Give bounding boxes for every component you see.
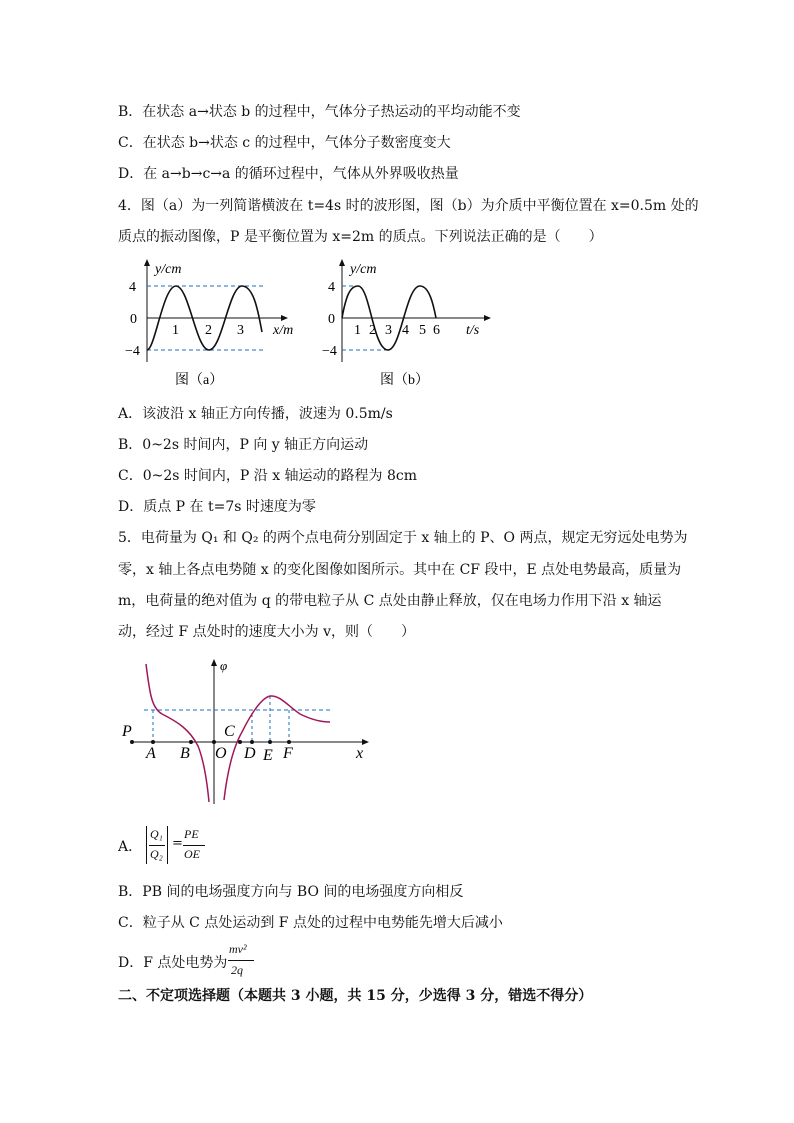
frac-2q: 2q: [231, 963, 243, 977]
point-e-label: E: [263, 747, 273, 764]
q5-option-a: [118, 822, 258, 870]
q5-stem-line3: m，电荷量的绝对值为 q 的带电粒子从 C 点处由静止释放，仅在电场力作用下沿 x 轴运: [118, 593, 662, 609]
q5-stem-line1: 5．电荷量为 Q₁ 和 Q₂ 的两个点电荷分别固定于 x 轴上的 P、O 两点，规定无穷远处电势为: [118, 530, 688, 546]
q3-option-b: B．在状态 a→状态 b 的过程中，气体分子热运动的平均动能不变: [118, 104, 521, 120]
t-tick-2: 2: [369, 323, 376, 338]
frac-line-q: [149, 845, 165, 846]
q5-option-a-prefix: A．: [118, 839, 143, 855]
x-axis-label: x/m: [273, 323, 294, 338]
q3-option-c: C．在状态 b→状态 c 的过程中，气体分子数密度变大: [118, 135, 451, 151]
frac-q1: Q₁: [150, 827, 163, 841]
q5-option-d-prefix: D．F 点处电势为: [118, 955, 228, 971]
caption-b: 图（b）: [380, 373, 429, 388]
point-d-label: D: [244, 745, 256, 762]
y-tick-neg4: −4: [322, 344, 337, 359]
point-e-dot: [268, 740, 272, 744]
q5-stem-line2: 零，x 轴上各点电势随 x 的变化图像如图所示。其中在 CF 段中，E 点处电势最高，质量为: [118, 562, 682, 578]
q4-option-a: A．该波沿 x 轴正方向传播，波速为 0.5m/s: [118, 406, 393, 422]
y-tick-0: 0: [130, 312, 137, 327]
q4-stem-line2: 质点的振动图像，P 是平衡位置为 x=2m 的质点。下列说法正确的是（ ）: [118, 229, 603, 245]
point-a-dot: [151, 740, 155, 744]
section-2-heading: 二、不定项选择题（本题共 3 小题，共 15 分，少选得 3 分，错选不得分）: [118, 988, 593, 1004]
point-d-dot: [250, 740, 254, 744]
frac-oe: OE: [184, 847, 200, 861]
phi-axis-label: φ: [220, 658, 228, 673]
point-b-dot: [189, 740, 193, 744]
t-tick-5: 5: [419, 323, 426, 338]
y-axis-label: y/cm: [350, 262, 377, 277]
point-c-label: C: [224, 723, 235, 740]
q5-option-b: B．PB 间的电场强度方向与 BO 间的电场强度方向相反: [118, 884, 464, 900]
x-tick-3: 3: [237, 323, 244, 338]
point-o-dot: [212, 740, 216, 744]
t-tick-6: 6: [433, 323, 440, 338]
y-tick-4: 4: [129, 280, 136, 295]
t-tick-4: 4: [402, 323, 409, 338]
point-p-dot: [130, 740, 134, 744]
point-f-dot: [287, 740, 291, 744]
caption-a: 图（a）: [175, 373, 224, 388]
x-tick-1: 1: [172, 323, 179, 338]
point-o-label: O: [215, 745, 227, 762]
q5-stem-line4: 动，经过 F 点处时的速度大小为 v，则（ ）: [118, 624, 415, 640]
abs-bar-right: [167, 826, 168, 864]
right-curve: [224, 696, 330, 800]
point-a-label: A: [146, 745, 156, 762]
q4-option-b: B．0~2s 时间内，P 向 y 轴正方向运动: [118, 437, 369, 453]
x-tick-2: 2: [205, 323, 212, 338]
frac-line-d: [228, 960, 254, 961]
q5-option-c: C．粒子从 C 点处运动到 F 点处的过程中电势能先增大后减小: [118, 915, 503, 931]
point-p-label: P: [122, 723, 132, 740]
point-c-dot: [238, 740, 242, 744]
potential-graph: [118, 656, 378, 806]
t-tick-1: 1: [354, 323, 361, 338]
x-axis-label: x: [356, 745, 364, 762]
frac-pe: PE: [184, 827, 199, 841]
abs-bar-left: [146, 826, 147, 864]
vibration-graph-b: [320, 256, 500, 391]
y-tick-0: 0: [328, 312, 335, 327]
t-tick-3: 3: [385, 323, 392, 338]
q4-option-c: C．0~2s 时间内，P 沿 x 轴运动的路程为 8cm: [118, 468, 418, 484]
q3-option-d: D．在 a→b→c→a 的循环过程中，气体从外界吸收热量: [118, 166, 459, 182]
frac-mv2: mv²: [229, 942, 247, 956]
frac-q2: Q₂: [150, 847, 163, 861]
equals-sign: =: [172, 836, 183, 851]
y-axis-label: y/cm: [155, 262, 182, 277]
wave-graph-a: [125, 256, 325, 391]
point-b-label: B: [180, 745, 190, 762]
q5-option-d: [118, 942, 318, 982]
y-tick-neg4: −4: [125, 344, 140, 359]
y-tick-4: 4: [328, 280, 335, 295]
t-axis-label: t/s: [466, 323, 480, 338]
q4-stem-line1: 4．图（a）为一列简谐横波在 t=4s 时的波形图，图（b）为介质中平衡位置在 x=0.5m 处的: [118, 198, 699, 214]
point-f-label: F: [283, 745, 293, 762]
q4-option-d: D．质点 P 在 t=7s 时速度为零: [118, 499, 316, 515]
left-curve: [146, 664, 209, 802]
frac-line-pe: [183, 845, 205, 846]
